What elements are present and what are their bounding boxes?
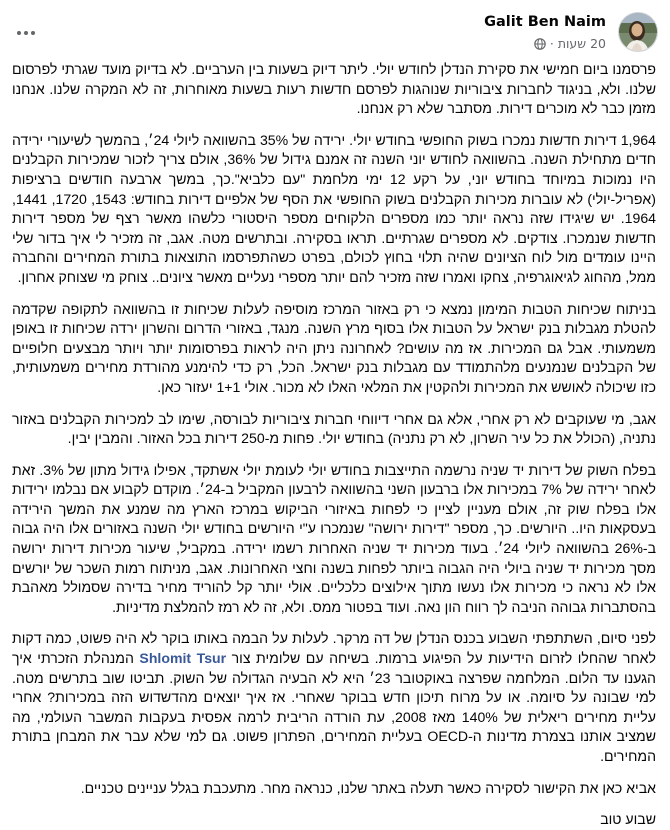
post-header [12,12,658,56]
meta-separator: · [549,36,554,51]
post-paragraph-4: אגב, מי שעוקבים לא רק אחרי, אלא גם אחרי דיווחי חברות ציבוריות לבורסה, שימו לב למכירות הקבלנים באזור נתניה, (הכולל את כל עיר השרון, לא רק נתניה) בחודש יולי. פחות מ-250 דירות בכל האזור. והמבין יבין. [12,410,656,447]
post-paragraph-5: בפלח השוק של דירות יד שניה נרשמה התייצבות בחודש יולי לעומת יולי אשתקד, אפילו גידול מתון של 3%. זאת לאחר ירידה של 7% במכירות אלו ברבעון השני בהשוואה לרבעון המקביל ב-24׳. מוקדם לקבוע אם נבלמו ירידות אלו בפלח שוק זה, אולם מעניין לציין כי לפחות באיזורי הביקוש במרכז הארץ מה שמנע את המשך הירידה בעסקאות היו.. היורשים. כך, מספר "דירות ירושה" שנמכרו ע"י היורשים בחודש יולי השנה באזורים אלו היה גבוה ב-26% בהשוואה ליולי 24׳. בעוד מכירות יד שניה האחרות רשמו ירידה. במקביל, שיעור מכירות דירות ירושה מסך מכירות יד שניה ביולי היה הגבוה ביותר לפחות בשנה וחצי האחרונות. אגב, מניתוח רמות השכר של יורשים אלו לא נראה כי מכירות אלו נעשו מתוך אילוצים כלכליים. אולי יותר קל להוריד מחיר בדירה שסמולל מאהבת בהסתברות גבוהה הניבה לך רווח הון נאה. ועוד בפטור ממס. ולא, זה לא רמז להמלצת מדיניות. [12,461,656,615]
post-time[interactable]: 20 שעות [557,36,606,51]
avatar-photo [618,13,657,52]
post-paragraph-1: פרסמנו ביום חמישי את סקירת הנדלן לחודש יולי. ליתר דיוק בשעות בין הערביים. לא בדיוק מועד שגרתי לפרסום שלנו. ולא, בניגוד לחברות ציבוריות שנוהגות לפרסם חדשות רעות בשעות מאוחרות, זה לא המקרה שלנו. אנחנו מזמן כבר לא מוכרים דירות. מסתבר שלא רק אנחנו. [12,61,656,117]
post-paragraph-6: לפני סיום, השתתפתי השבוע בכנס הנדלן של דה מרקר. לעלות על הבמה באותו בוקר לא היה פשוט, כמה דקות לאחר שהחלו לזרום הידיעות על הפיגוע ברמות. בשיחה עם שלומית צור Shlomit Tsur המנהלת הזכרתי איך הגענו עד הלום. המלחמה שפרצה באוקטובר 23׳ היא לא הבעיה הגדולה של השוק. תביטו שוב בתרשים מטה. למי שבונה על סיומה. או על מרוח תיכון חדש בבוקר שאחרי. אז איך יוצאים מהדשדוש הזה במכירות? אחרי עליית מחירים ריאלית של 140% מאז 2008, עת הורדה הריבית לרמה אפסית בעקבות המשבר העולמי, מה שמציב אותנו בצמרת מדינות ה-OECD בעליית המחירים, הפתרון פשוט. גם למי שלא עבר את המבחן בתורת המחירים. [12,630,657,764]
more-options-icon[interactable] [14,20,38,44]
post-body [12,60,656,830]
author-name[interactable]: Galit Ben Naim [484,14,606,30]
globe-icon [534,38,546,50]
mention-link[interactable]: Shlomit Tsur [139,650,227,667]
post-paragraph-8: שבוע טוב [600,811,656,828]
post-meta [534,36,606,51]
post-paragraph-2: 1,964 דירות חדשות נמכרו בשוק החופשי בחודש יולי. ירידה של 35% בהשוואה ליולי 24׳, בהמשך לשיעורי ירידה חדים מתחילת השנה. בהשוואה לחודש יוני השנה זה אמנם גידול של 36%, אולם צריך לזכור שמכירות הקבלנים היו נמוכות במיוחד בחודש יוני, על רקע 12 ימי מלחמת "עם כלביא".כך, במשך ארבעה חודשים ברציפות (אפריל-יולי) לא עוברות מכירות הקבלנים בשוק החופשי את הסף של אלפיים דירות בחודש: 1543, 1720, 1441, 1964. יש שיגידו שזה נראה יותר כמו מספרים הלקוחים מספר היסטורי כלשהו מאשר רצף של מספר דירות חדשות שנמכרו. צודקים. לא מספרים שגרתיים. תראו בסקירה. ובתרשים מטה. אגב, זה מזכיר לי איך בדור שלי היינו עומדים מול לוח הציונים שהיה תלוי בחוץ לכולם, בפרט כשהתפרסמו התוצאות בתורת המחירים והחברה ממל, מהחוג לגיאוגרפיה, צחקו ואמרו שזה מזכיר להם יותר מספרי נעליים מאשר ציונים.. צוחק מי שצוחק אחרון. [12,131,657,285]
post-paragraph-7: אביא כאן את הקישור לסקירה כאשר תעלה באתר שלנו, כנראה מחר. מתעכבת בגלל עניינים טכניים. [80,779,656,796]
post-paragraph-3: בניתוח שכיחות הטבות המימון נמצא כי רק באזור המרכז מוסיפה לעלות שכיחות זו בהשוואה לתקופה שקדמה להטלת מגבלות בנק ישראל על הטבות אלו בסוף מרץ השנה. מנגד, באזורי הדרום והשרון ירדה שכיחות זו באופן משמעותי. אבל גם המכירות. אז מה עושים? לאחרונה ניתן היה לראות בפרסומות יותר ויותר מבצעים חלופיים של הקבלנים שנמנעים מלהתמודד עם מגבלות בנק ישראל. הכל, רק כדי להימנע מהורדת מחירים משמעותית, כזו שיכולה לאושש את המכירות ולהקטין את המלאי האלו לא מכור. אולי 1+1 יעזור כאן. [12,300,656,395]
avatar[interactable] [618,12,658,52]
